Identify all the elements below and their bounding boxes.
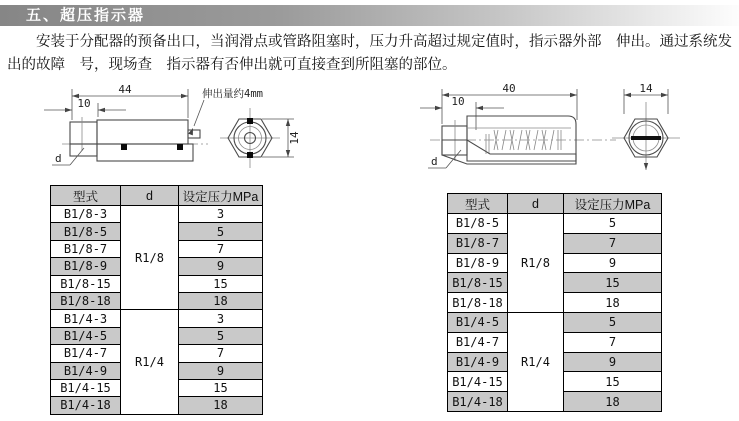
indicator-side-view (430, 116, 616, 164)
table-row (448, 312, 662, 332)
model-cell: B1/4-9 (448, 352, 508, 372)
column-header: 设定压力MPa (564, 194, 662, 214)
dimension-thread-10 (420, 95, 504, 130)
pressure-cell: 15 (564, 273, 662, 293)
pressure-cell: 5 (564, 214, 662, 234)
model-cell: B1/8-18 (51, 292, 121, 309)
hex-end-view (612, 102, 680, 170)
d-label: d (431, 155, 438, 168)
indicator-side-view (62, 117, 208, 161)
pressure-cell: 7 (179, 345, 263, 362)
thread-size-cell: R1/8 (121, 206, 179, 310)
header-row (448, 194, 662, 214)
dim-label-10: 10 (77, 97, 91, 110)
model-cell: B1/8-18 (448, 293, 508, 313)
pressure-cell: 15 (179, 275, 263, 292)
model-cell: B1/8-15 (448, 273, 508, 293)
dim-label-44: 44 (118, 84, 132, 96)
pressure-cell: 3 (179, 206, 263, 223)
dimension-thread-10 (44, 97, 126, 117)
column-header: 型式 (448, 194, 508, 214)
model-cell: B1/8-15 (51, 275, 121, 292)
pressure-cell: 15 (564, 372, 662, 392)
title-bar (0, 5, 739, 26)
table-row (51, 206, 263, 223)
pressure-cell: 18 (564, 392, 662, 412)
pressure-cell: 18 (179, 292, 263, 309)
seal-square (121, 144, 127, 150)
dim-label-14: 14 (639, 84, 653, 95)
pressure-cell: 7 (179, 240, 263, 257)
pressure-cell: 9 (179, 258, 263, 275)
model-cell: B1/8-5 (51, 223, 121, 240)
model-cell: B1/4-7 (51, 345, 121, 362)
pressure-cell: 9 (564, 352, 662, 372)
model-cell: B1/4-18 (51, 397, 121, 414)
model-cell: B1/4-18 (448, 392, 508, 412)
intro-paragraph (7, 31, 735, 76)
pin-slot (631, 136, 661, 140)
model-cell: B1/8-3 (51, 206, 121, 223)
intro-line-1: 安装于分配器的预备出口，当润滑点或管路阻塞时，压力升高超过规定值时，指示器外部 伸出。通过系统发 (36, 34, 732, 50)
dim-label-14: 14 (288, 131, 301, 145)
table-row (448, 214, 662, 234)
model-cell: B1/4-15 (51, 379, 121, 396)
model-cell: B1/4-15 (448, 372, 508, 392)
note-label: 伸出量约4mm (202, 88, 263, 100)
column-header: d (508, 194, 564, 214)
spec-table-right (447, 193, 662, 412)
dim-label-40: 40 (502, 84, 516, 95)
extension-note (188, 87, 263, 135)
intro-line-2: 出的故障 号，现场查 指示器有否伸出就可直接查到所阻塞的部位。 (7, 56, 457, 73)
thread-size-cell: R1/8 (508, 214, 564, 313)
table-row (51, 310, 263, 327)
spring (486, 130, 561, 154)
pressure-cell: 5 (179, 327, 263, 344)
thread-size-cell: R1/4 (508, 312, 564, 411)
model-cell: B1/4-7 (448, 332, 508, 352)
model-cell: B1/8-7 (448, 233, 508, 253)
pressure-cell: 9 (179, 362, 263, 379)
pressure-cell: 3 (179, 310, 263, 327)
pressure-cell: 7 (564, 233, 662, 253)
model-cell: B1/4-9 (51, 362, 121, 379)
seal-square (177, 144, 183, 150)
pressure-cell: 5 (564, 312, 662, 332)
seal-square (247, 118, 253, 124)
hex-end-view (220, 108, 280, 168)
model-cell: B1/8-9 (448, 253, 508, 273)
model-cell: B1/8-9 (51, 258, 121, 275)
pressure-cell: 15 (179, 379, 263, 396)
right-technical-drawing (418, 84, 698, 184)
column-header: 设定压力MPa (179, 186, 263, 206)
pressure-cell: 18 (179, 397, 263, 414)
column-header: d (121, 186, 179, 206)
pressure-cell: 5 (179, 223, 263, 240)
seal-square (247, 152, 253, 158)
model-cell: B1/4-3 (51, 310, 121, 327)
left-technical-drawing (28, 84, 348, 184)
model-cell: B1/8-7 (51, 240, 121, 257)
pressure-cell: 7 (564, 332, 662, 352)
thread-d-callout (428, 150, 461, 168)
model-cell: B1/8-5 (448, 214, 508, 234)
thread-size-cell: R1/4 (121, 310, 179, 414)
model-cell: B1/4-5 (448, 312, 508, 332)
header-row (51, 186, 263, 206)
model-cell: B1/4-5 (51, 327, 121, 344)
page-title: 五、超压指示器 (26, 7, 146, 24)
column-header: 型式 (51, 186, 121, 206)
spec-table-left (50, 185, 263, 415)
pressure-cell: 9 (564, 253, 662, 273)
dim-label-10: 10 (451, 95, 465, 108)
d-label: d (55, 152, 62, 165)
pressure-cell: 18 (564, 293, 662, 313)
